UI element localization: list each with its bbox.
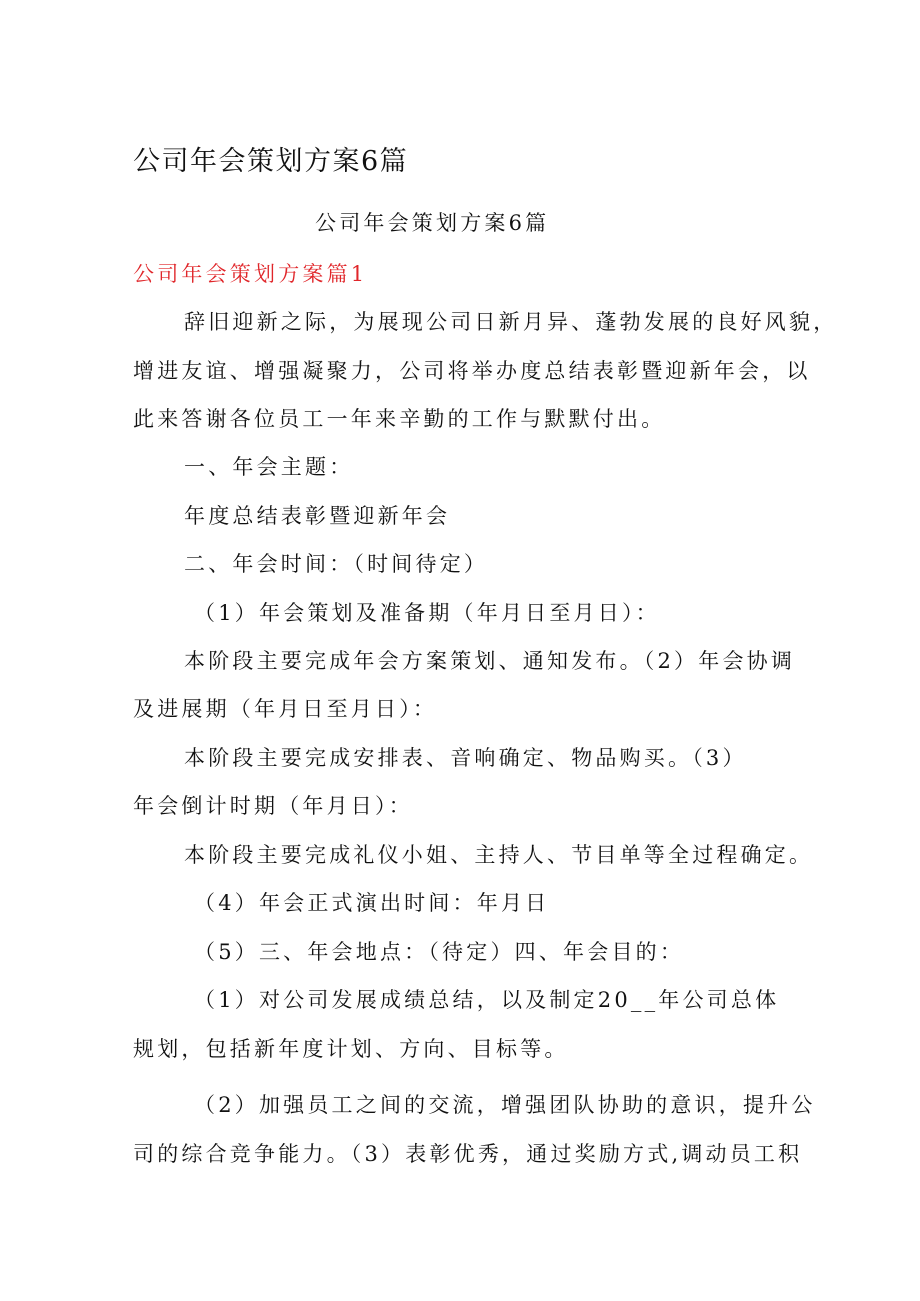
list-item: （4）年会正式演出时间：年月日 — [194, 891, 550, 915]
document-subtitle: 公司年会策划方案6篇 — [315, 211, 550, 235]
paragraph-line: 辞旧迎新之际，为展现公司日新月异、蓬勃发展的良好风貌， — [184, 310, 838, 334]
paragraph-line: 司的综合竞争能力。（3）表彰优秀，通过奖励方式,调动员工积 — [133, 1142, 803, 1166]
paragraph-line: 本阶段主要完成年会方案策划、通知发布。（2）年会协调 — [184, 649, 796, 673]
list-item: （5）三、年会地点：（待定）四、年会目的： — [194, 940, 685, 964]
heading-line: 一、年会主题： — [184, 455, 354, 479]
section-heading: 公司年会策划方案篇1 — [133, 262, 368, 286]
list-item: （1）年会策划及准备期（年月日至月日）： — [194, 601, 660, 625]
document-title: 公司年会策划方案6篇 — [133, 146, 409, 177]
paragraph-line: 年会倒计时期（年月日）： — [133, 794, 413, 818]
list-item: （2）加强员工之间的交流，增强团队协助的意识，提升公 — [194, 1093, 816, 1117]
paragraph-line: 此来答谢各位员工一年来辛勤的工作与默默付出。 — [133, 407, 666, 431]
heading-line: 二、年会时间：（时间待定） — [184, 552, 489, 576]
paragraph-line: 增进友谊、增强凝聚力，公司将举办度总结表彰暨迎新年会，以 — [133, 359, 811, 383]
paragraph-line: 规划，包括新年度计划、方向、目标等。 — [133, 1037, 569, 1061]
list-item: （1）对公司发展成绩总结，以及制定20__年公司总体 — [194, 988, 780, 1012]
paragraph-line: 年度总结表彰暨迎新年会 — [184, 504, 451, 528]
paragraph-line: 本阶段主要完成安排表、音响确定、物品购买。（3） — [184, 746, 747, 770]
paragraph-line: 及进展期（年月日至月日）： — [133, 697, 438, 721]
paragraph-line: 本阶段主要完成礼仪小姐、主持人、节目单等全过程确定。 — [184, 843, 814, 867]
